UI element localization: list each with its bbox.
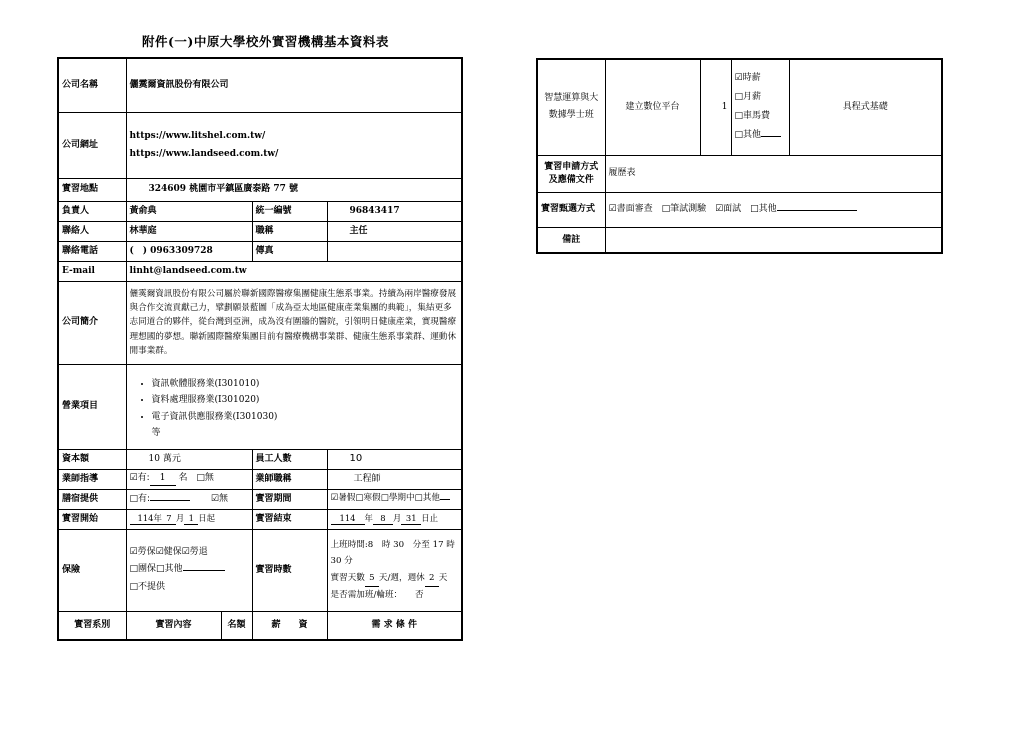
company-url-1: https://www.litshel.com.tw/: [129, 130, 266, 141]
hours-label: 實習時數: [252, 529, 327, 611]
hours-days-label: 實習天數: [330, 572, 365, 583]
business-item: • 資訊軟體服務業(I301010): [152, 378, 459, 390]
start-month: 7: [162, 513, 176, 525]
dept-header: 實習系別: [58, 611, 126, 640]
period-value: [327, 489, 462, 509]
insurance-line-1[interactable]: ☑勞保☑健保☑勞退: [129, 547, 208, 558]
hours-days: 5: [365, 570, 379, 587]
company-name-label: 公司名稱: [58, 58, 126, 112]
salary-option-monthly[interactable]: □月薪: [734, 92, 762, 103]
end-label: 實習結束: [252, 509, 327, 529]
location-label: 實習地點: [58, 178, 126, 201]
lodging-no-checkbox[interactable]: ☑無: [210, 493, 228, 504]
select-label: 實習甄選方式: [537, 192, 605, 227]
job-title-label: 職稱: [252, 221, 327, 241]
start-month-unit: 月: [175, 512, 185, 523]
start-year-unit: 年: [154, 513, 162, 525]
phone-label: 聯絡電話: [58, 241, 126, 261]
basic-info-table: [57, 57, 463, 641]
start-day: 1: [184, 513, 198, 525]
mentor-title-label: 業師職稱: [252, 469, 327, 489]
company-url-2: https://www.landseed.com.tw/: [129, 149, 279, 159]
hours-line-3: 是否需加班/輪班： 否: [330, 589, 424, 600]
end-day-unit: 日止: [421, 512, 438, 523]
lodging-value: [126, 489, 252, 509]
note-value: [605, 227, 942, 253]
hours-line-1: 上班時間:8 時 30 分至 17 時 30 分: [330, 539, 455, 567]
end-month-unit: 月: [392, 512, 402, 523]
lodging-yes-checkbox[interactable]: □有:: [129, 493, 151, 504]
end-value: [327, 509, 462, 529]
company-url-value: [126, 112, 462, 178]
employees-label: 員工人數: [252, 449, 327, 469]
period-label: 實習期間: [252, 489, 327, 509]
capital-label: 資本額: [58, 449, 126, 469]
internship-detail-table: [536, 58, 943, 254]
mentor-value: [126, 469, 252, 489]
mentor-count: 1: [150, 472, 176, 485]
email-value: linht@landseed.com.tw: [126, 261, 462, 281]
quota-value: 1: [700, 59, 731, 155]
company-url-label: 公司網址: [58, 112, 126, 178]
quota-header: 名額: [221, 611, 252, 640]
mentor-label: 業師指導: [58, 469, 126, 489]
note-label: 備註: [537, 227, 605, 253]
employees-value: 10: [327, 449, 462, 469]
responsible-label: 負責人: [58, 201, 126, 221]
tax-id-value: 96843417: [327, 201, 462, 221]
business-item: • 電子資訊供應服務業(I301030): [152, 411, 459, 423]
business-etc: 等: [151, 427, 161, 438]
insurance-line-2[interactable]: □團保□其他: [129, 564, 183, 575]
content-header: 實習內容: [126, 611, 221, 640]
mentor-no-checkbox[interactable]: □無: [196, 473, 214, 484]
requirements-value: 具程式基礎: [789, 59, 942, 155]
business-item: • 資料處理服務業(I301020): [152, 394, 459, 406]
mentor-title-value: 工程師: [327, 469, 462, 489]
period-checkboxes[interactable]: ☑暑假□寒假□學期中□其他: [330, 493, 440, 504]
location-value: 324609 桃園市平鎮區廣泰路 77 號: [126, 178, 462, 201]
salary-value: [731, 59, 789, 155]
salary-option-other[interactable]: □其他: [734, 130, 762, 141]
mentor-unit: 名: [178, 473, 188, 484]
intro-label: 公司簡介: [58, 281, 126, 364]
mentor-yes-checkbox[interactable]: ☑有:: [129, 473, 150, 484]
lodging-label: 膳宿提供: [58, 489, 126, 509]
start-year: 114: [130, 513, 154, 525]
fax-value: [327, 241, 462, 261]
business-list: [130, 378, 459, 422]
apply-value: 履歷表: [605, 155, 942, 192]
email-label: E-mail: [58, 261, 126, 281]
company-name-value: 儷霙爾資訊股份有限公司: [126, 58, 462, 112]
hours-off: 2: [425, 570, 439, 587]
fax-label: 傳真: [252, 241, 327, 261]
intro-value: 儷霙爾資訊股份有限公司屬於聯新國際醫療集團健康生態系事業。持續為兩岸醫療發展與合作交流貢獻己力，擘劃願景藍圖「成為亞太地區健康產業集團的典範」，集結更多志同道合的夥伴，從台灣到亞洲，成為沒有圍牆的醫院，引領明日健康產業，實現醫療理想國的夢想。聯新國際醫療集團目前有醫療機構事業群、健康生態系事業群、運動休閒事業群。: [126, 281, 462, 364]
dept-value: 智慧運算與大數據學士班: [537, 59, 605, 155]
apply-label: 實習申請方式及應備文件: [537, 155, 605, 192]
contact-value: 林華庭: [126, 221, 252, 241]
business-value: [126, 364, 462, 449]
end-year: 114: [331, 513, 365, 525]
insurance-value: [126, 529, 252, 611]
end-month: 8: [373, 513, 393, 525]
salary-option-transport[interactable]: □車馬費: [734, 111, 771, 122]
hours-value: [327, 529, 462, 611]
start-day-unit: 日起: [198, 512, 215, 523]
hours-days-mid: 天/週，週休: [378, 572, 425, 583]
requirements-header: 需 求 條 件: [327, 611, 462, 640]
hours-days-post: 天: [438, 572, 448, 583]
responsible-value: 黃俞典: [126, 201, 252, 221]
capital-value: 10 萬元: [126, 449, 252, 469]
select-checkboxes[interactable]: ☑書面審查 □筆試測驗 ☑面試 □其他: [608, 204, 777, 215]
salary-header: 薪 資: [252, 611, 327, 640]
tax-id-label: 統一編號: [252, 201, 327, 221]
end-day: 31: [401, 513, 421, 525]
end-year-unit: 年: [364, 512, 373, 523]
start-value: [126, 509, 252, 529]
insurance-label: 保險: [58, 529, 126, 611]
contact-label: 聯絡人: [58, 221, 126, 241]
phone-value: ( ) 0963309728: [126, 241, 252, 261]
page-title: 附件(一)中原大學校外實習機構基本資料表: [142, 34, 389, 49]
start-label: 實習開始: [58, 509, 126, 529]
business-label: 營業項目: [58, 364, 126, 449]
content-value: 建立數位平台: [605, 59, 700, 155]
select-value: [605, 192, 942, 227]
insurance-line-3[interactable]: □不提供: [129, 581, 166, 592]
job-title-value: 主任: [327, 221, 462, 241]
salary-option-hourly[interactable]: ☑時薪: [734, 73, 761, 84]
